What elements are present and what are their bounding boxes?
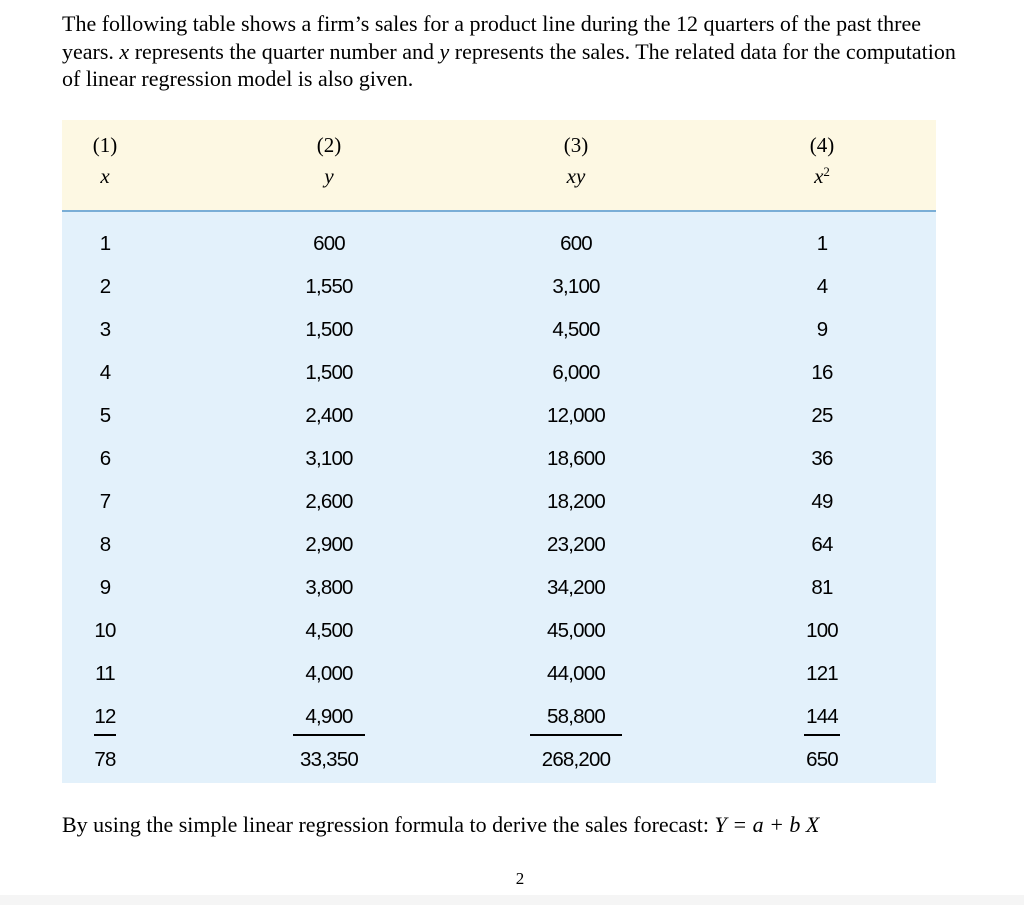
table-cell-col-xy: 4,500 (552, 318, 600, 341)
table-cell-col-y: 4,000 (305, 662, 353, 685)
regression-table (62, 120, 936, 783)
table-cell-col-y: 1,550 (305, 275, 353, 298)
table-cell-col-x-squared: 100 (806, 619, 838, 642)
table-cell-col-x-squared: 16 (811, 361, 833, 384)
table-cell-col-x-squared: 64 (811, 533, 833, 556)
table-cell-col-x: 10 (94, 619, 116, 642)
header-number: (2) (316, 133, 342, 157)
table-cell-col-xy: 58,800 (547, 705, 605, 728)
table-cell-col-x: 12 (94, 705, 116, 728)
total-cell-col-x: 78 (94, 748, 116, 771)
table-cell-col-x-squared: 36 (811, 447, 833, 470)
header-variable-text: x (100, 164, 110, 188)
table-cell-col-x: 5 (99, 404, 111, 427)
header-variable (284, 165, 374, 187)
table-cell-col-xy: 6,000 (552, 361, 600, 384)
table-cell-col-x: 1 (99, 232, 111, 255)
header-number: (3) (563, 133, 589, 157)
table-cell-col-y: 1,500 (305, 318, 353, 341)
sum-rule (804, 734, 840, 736)
table-cell-col-xy: 18,600 (547, 447, 605, 470)
header-number: (4) (809, 133, 835, 157)
table-cell-col-x-squared: 144 (806, 705, 838, 728)
table-cell-col-xy: 44,000 (547, 662, 605, 685)
intro-text: represents the sales. The related data for the computation of linear regression model is also given. (62, 38, 956, 91)
total-cell-col-xy: 268,200 (541, 748, 611, 771)
table-cell-col-x-squared: 4 (816, 275, 828, 298)
table-cell-col-y: 3,100 (305, 447, 353, 470)
table-cell-col-x: 4 (99, 361, 111, 384)
table-cell-col-x: 8 (99, 533, 111, 556)
table-cell-col-x: 7 (99, 490, 111, 513)
intro-paragraph (62, 10, 962, 93)
table-cell-col-y: 4,900 (305, 705, 353, 728)
table-cell-col-x: 11 (95, 662, 115, 685)
sum-rule (530, 734, 622, 736)
intro-text: represents the quarter number and (129, 38, 440, 64)
regression-formula: Y = a + b X (714, 812, 820, 837)
header-col-x-squared (777, 134, 867, 187)
table-cell-col-xy: 3,100 (552, 275, 600, 298)
header-number: (1) (92, 133, 118, 157)
table-cell-col-x: 6 (99, 447, 111, 470)
table-cell-col-y: 2,900 (305, 533, 353, 556)
table-cell-col-xy: 600 (560, 232, 592, 255)
header-variable-text: y (324, 164, 334, 188)
table-cell-col-y: 2,600 (305, 490, 353, 513)
table-cell-col-xy: 45,000 (547, 619, 605, 642)
footer-text (62, 812, 819, 838)
table-cell-col-x-squared: 1 (816, 232, 828, 255)
sum-rule (94, 734, 116, 736)
total-cell-col-y: 33,350 (300, 748, 358, 771)
table-cell-col-xy: 12,000 (547, 404, 605, 427)
table-cell-col-y: 4,500 (305, 619, 353, 642)
intro-text: The following table shows a firm’s sales for a product line during the 12 quarters of the past three years. (62, 11, 921, 64)
table-cell-col-x-squared: 9 (816, 318, 828, 341)
page-bottom-band (0, 895, 1024, 905)
header-col-y (284, 134, 374, 187)
header-variable (60, 165, 150, 187)
page-number: 2 (515, 869, 525, 888)
table-cell-col-y: 1,500 (305, 361, 353, 384)
table-cell-col-xy: 34,200 (547, 576, 605, 599)
header-variable-text: xy (566, 164, 586, 188)
table-cell-col-y: 2,400 (305, 404, 353, 427)
header-variable-text: x (814, 164, 824, 188)
table-cell-col-x-squared: 49 (811, 490, 833, 513)
sum-rule (293, 734, 365, 736)
table-cell-col-y: 3,800 (305, 576, 353, 599)
var-x: x (119, 38, 130, 64)
table-header (62, 120, 936, 212)
header-variable (531, 165, 621, 187)
header-col-x (60, 134, 150, 187)
footer-sentence: By using the simple linear regression formula to derive the sales forecast: (62, 812, 715, 837)
table-cell-col-x: 2 (99, 275, 111, 298)
header-variable (777, 165, 867, 187)
table-cell-col-x: 9 (99, 576, 111, 599)
header-col-xy (531, 134, 621, 187)
table-cell-col-y: 600 (313, 232, 345, 255)
table-cell-col-xy: 18,200 (547, 490, 605, 513)
table-cell-col-x: 3 (99, 318, 111, 341)
var-y: y (439, 38, 450, 64)
table-cell-col-x-squared: 81 (811, 576, 833, 599)
table-cell-col-x-squared: 121 (806, 662, 838, 685)
table-body (62, 212, 936, 783)
table-cell-col-xy: 23,200 (547, 533, 605, 556)
header-superscript: 2 (823, 164, 830, 179)
total-cell-col-x-squared: 650 (806, 748, 838, 771)
table-cell-col-x-squared: 25 (811, 404, 833, 427)
